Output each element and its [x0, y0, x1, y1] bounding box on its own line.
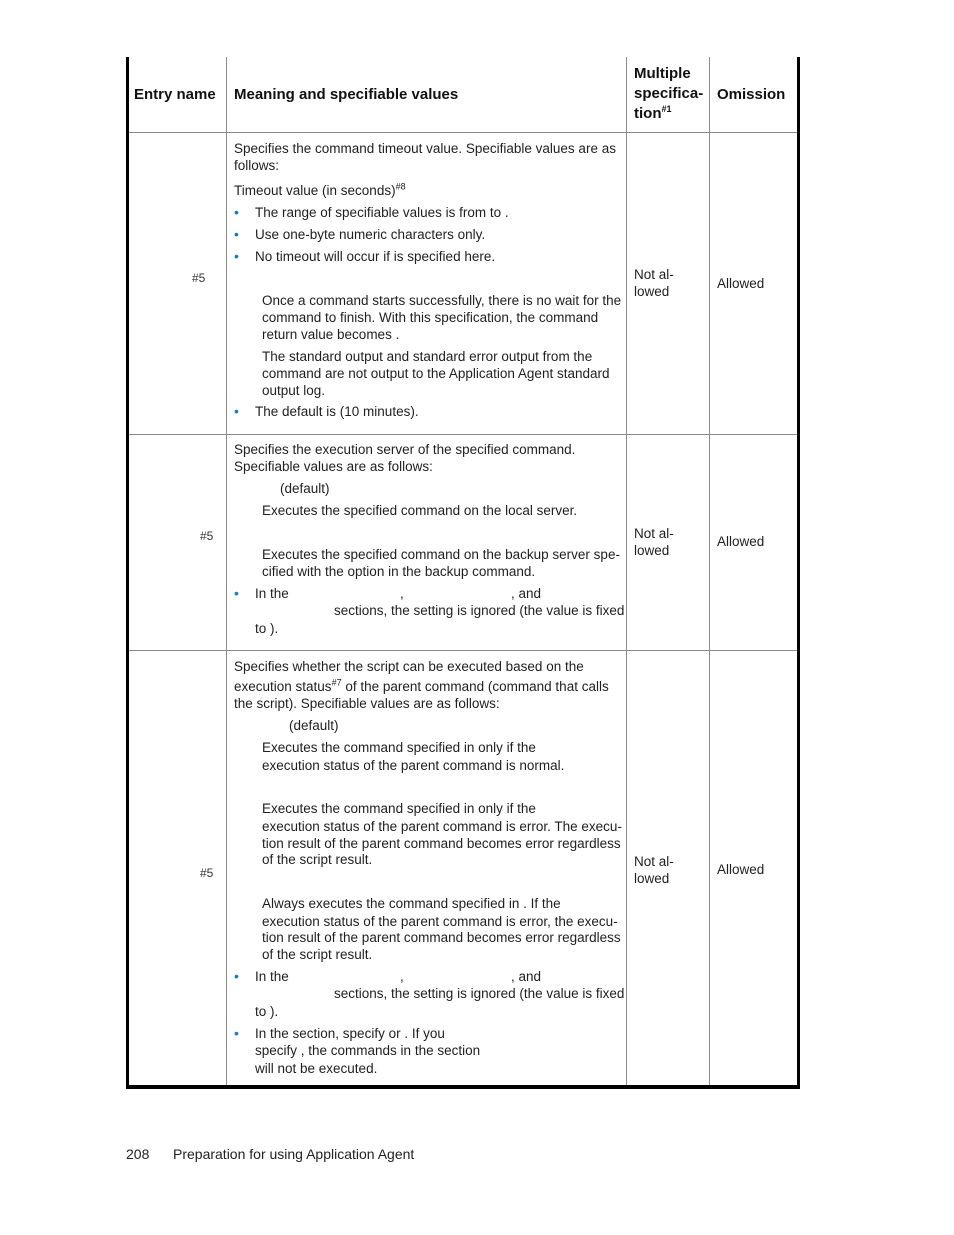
- bullet-text: In the: [255, 586, 289, 601]
- meaning-text: cified with the option in the backup command.: [262, 564, 536, 579]
- row-divider: [129, 650, 797, 651]
- meaning-text: tion result of the parent command becomes error regardless: [262, 930, 621, 945]
- bullet-text: In the: [255, 969, 289, 984]
- meaning-text: The standard output and standard error output from the: [262, 349, 593, 364]
- bullet-icon: •: [234, 403, 239, 419]
- header-entry-name: Entry name: [134, 86, 216, 103]
- header-multiple-3: [634, 104, 672, 124]
- multiple-value: lowed: [634, 543, 670, 558]
- meaning-text-part: Timeout value (in seconds): [234, 183, 396, 198]
- entry-ref: #5: [192, 271, 206, 285]
- meaning-text: execution status of the parent command is error. The execu-: [262, 819, 622, 834]
- omission-value: Allowed: [717, 276, 765, 291]
- meaning-text: Specifies the command timeout value. Specifiable values are as: [234, 141, 616, 156]
- bullet-text: ,: [400, 586, 404, 601]
- meaning-text: return value becomes .: [262, 327, 400, 342]
- entry-ref: #5: [200, 529, 214, 543]
- meaning-text: (default): [289, 718, 339, 733]
- entry-ref: #5: [200, 866, 214, 880]
- meaning-text: Always executes the command specified in . If the: [262, 896, 561, 911]
- footnote-ref: #8: [395, 181, 406, 192]
- meaning-text: command are not output to the Application Agent standard: [262, 366, 610, 381]
- bullet-text: , and: [511, 586, 542, 601]
- bullet-icon: •: [234, 968, 239, 984]
- header-divider: [129, 132, 797, 133]
- bullet-text: Use one-byte numeric characters only.: [255, 227, 486, 242]
- bullet-text: The default is (10 minutes).: [255, 404, 419, 419]
- column-divider: [226, 57, 227, 1085]
- header-multiple-1: Multiple: [634, 65, 691, 82]
- row-divider: [129, 434, 797, 435]
- meaning-text: of the script result.: [262, 852, 373, 867]
- meaning-text: tion result of the parent command becomes error regardless: [262, 836, 621, 851]
- bullet-icon: •: [234, 248, 239, 264]
- footnote-ref: #1: [661, 104, 672, 114]
- bullet-text: , and: [511, 969, 542, 984]
- multiple-value: Not al-: [634, 854, 674, 869]
- column-divider: [626, 57, 627, 1085]
- multiple-value: lowed: [634, 284, 670, 299]
- bullet-text: specify , the commands in the section: [255, 1043, 481, 1058]
- header-multiple-3-text: tion: [634, 105, 662, 122]
- bullet-text: In the section, specify or . If you: [255, 1026, 445, 1041]
- bullet-icon: •: [234, 1025, 239, 1041]
- meaning-text: output log.: [262, 383, 326, 398]
- meaning-text-part: of the parent command (command that calls: [341, 679, 609, 694]
- meaning-text: Executes the specified command on the local server.: [262, 503, 578, 518]
- meaning-text-part: execution status: [234, 679, 332, 694]
- header-multiple-2: specifica-: [634, 85, 704, 102]
- meaning-text: Executes the command specified in only if the: [262, 801, 536, 816]
- multiple-value: lowed: [634, 871, 670, 886]
- omission-value: Allowed: [717, 862, 765, 877]
- bullet-icon: •: [234, 226, 239, 242]
- meaning-text: Executes the command specified in only if the: [262, 740, 536, 755]
- bullet-text: The range of specifiable values is from to .: [255, 205, 509, 220]
- bullet-text: sections, the setting is ignored (the value is fixed: [334, 986, 625, 1001]
- column-divider: [709, 57, 710, 1085]
- meaning-text: Specifies whether the script can be executed based on the: [234, 659, 584, 674]
- meaning-text: (default): [280, 481, 330, 496]
- multiple-value: Not al-: [634, 526, 674, 541]
- meaning-text: of the script result.: [262, 947, 373, 962]
- meaning-text: Executes the specified command on the backup server spe-: [262, 547, 620, 562]
- bullet-text: No timeout will occur if is specified here.: [255, 249, 496, 264]
- header-meaning: Meaning and specifiable values: [234, 86, 459, 103]
- bullet-text: to ).: [255, 621, 279, 636]
- bullet-text: ,: [400, 969, 404, 984]
- page-footer-title: Preparation for using Application Agent: [173, 1146, 415, 1162]
- meaning-text: [234, 678, 609, 695]
- multiple-value: Not al-: [634, 267, 674, 282]
- meaning-text: follows:: [234, 158, 280, 173]
- header-omission: Omission: [717, 86, 786, 103]
- bullet-text: to ).: [255, 1004, 279, 1019]
- footnote-ref: #7: [331, 677, 342, 688]
- bullet-text: sections, the setting is ignored (the value is fixed: [334, 603, 625, 618]
- page-number: 208: [126, 1146, 150, 1162]
- meaning-text: the script). Specifiable values are as follows:: [234, 696, 500, 711]
- meaning-text: [234, 182, 406, 199]
- bullet-text: will not be executed.: [255, 1061, 378, 1076]
- meaning-text: command to finish. With this specification, the command: [262, 310, 599, 325]
- bullet-icon: •: [234, 585, 239, 601]
- bullet-icon: •: [234, 204, 239, 220]
- meaning-text: execution status of the parent command is normal.: [262, 758, 565, 773]
- omission-value: Allowed: [717, 534, 765, 549]
- meaning-text: Specifiable values are as follows:: [234, 459, 433, 474]
- meaning-text: execution status of the parent command is error, the execu-: [262, 914, 618, 929]
- meaning-text: Specifies the execution server of the specified command.: [234, 442, 576, 457]
- meaning-text: Once a command starts successfully, there is no wait for the: [262, 293, 622, 308]
